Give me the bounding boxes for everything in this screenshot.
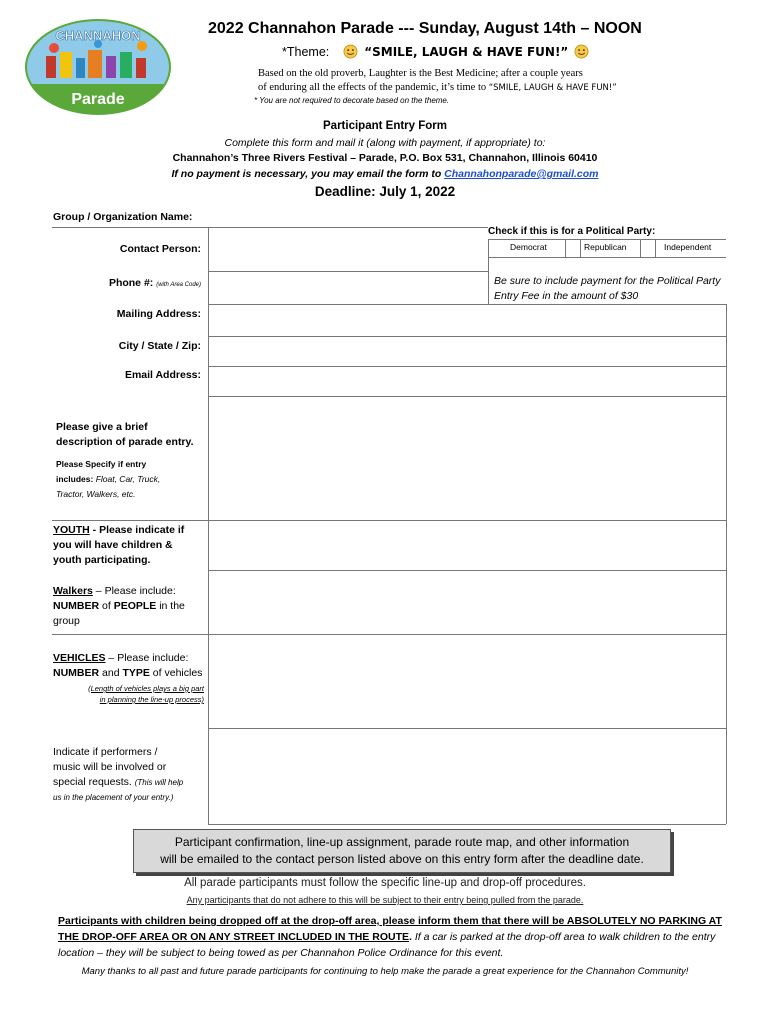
youth-line-1: - Please indicate if — [89, 524, 185, 536]
group-name-input[interactable] — [209, 228, 487, 271]
vehicles-label — [53, 651, 202, 681]
party-republican-label: Republican — [584, 242, 627, 252]
children-dot: . — [408, 931, 412, 943]
specify-line-1: Please Specify if entry — [56, 459, 147, 469]
walkers-label — [53, 584, 185, 629]
mailing-address-info: Channahon’s Three Rivers Festival – Parade, P.O. Box 531, Channahon, Illinois 60410 — [172, 152, 598, 164]
party-republican-checkbox[interactable] — [640, 239, 656, 257]
walkers-line-1: – Please include: — [92, 585, 176, 597]
group-name-label: Group / Organization Name: — [53, 211, 193, 223]
party-democrat-label: Democrat — [510, 242, 547, 252]
mailing-address-label: Mailing Address: — [116, 308, 201, 320]
performers-help: (This will help — [134, 778, 184, 787]
performers-line-1: Indicate if performers / — [53, 746, 158, 758]
vehicles-head: VEHICLES — [53, 652, 106, 664]
vehicles-type: TYPE — [122, 667, 150, 679]
proverb-text — [258, 67, 617, 95]
performers-help-2: us in the placement of your entry.) — [53, 793, 174, 802]
email-instructions-text: If no payment is necessary, you may email the form to — [171, 168, 442, 180]
political-fee-note: Be sure to include payment for the Political Party Entry Fee in the amount of $30 — [494, 275, 721, 302]
vehicles-note-1: (Length of vehicles plays a big part — [88, 684, 204, 693]
specify-line-3: Tractor, Walkers, etc. — [56, 489, 136, 499]
walkers-of: of — [99, 600, 114, 612]
youth-line-3: youth participating. — [53, 554, 151, 566]
children-bold: Participants with children being dropped off at the drop-off area, please inform them that there will be ABSOLUTELY NO PARKING AT THE DROP-OFF AREA OR ON ANY STREET INCLUDED IN THE ROUTE — [58, 915, 722, 943]
theme-note: * You are not required to decorate based on the theme. — [254, 96, 450, 105]
youth-head: YOUTH — [53, 524, 90, 536]
proverb-line-1: Based on the old proverb, Laughter is the Best Medicine; after a couple years — [258, 68, 583, 79]
contact-person-label: Contact Person: — [119, 243, 201, 255]
walkers-number: NUMBER — [53, 600, 100, 612]
description-input[interactable] — [209, 397, 725, 520]
vehicles-input[interactable] — [209, 635, 725, 728]
specify-line-2-italic: Float, Car, Truck, — [95, 474, 161, 484]
children-italic: If a car is parked at the drop-off area to walk children to the entry location – they will be subject to being towed as per Channahon Police Ordinance for this event. — [58, 931, 716, 959]
phone-input[interactable] — [209, 305, 725, 336]
vehicles-note — [58, 683, 204, 705]
phone-label — [60, 277, 201, 289]
performers-input[interactable] — [209, 729, 725, 824]
phone-note: (with Area Code) — [156, 282, 201, 288]
walkers-in-the: in the — [156, 600, 185, 612]
deadline: Deadline: July 1, 2022 — [314, 184, 456, 199]
description-line-2: description of parade entry. — [56, 436, 194, 448]
political-party-title: Check if this is for a Political Party: — [488, 226, 656, 237]
vehicles-and: and — [99, 667, 123, 679]
email-address-label: Email Address: — [124, 369, 201, 381]
banner-line-2: will be emailed to the contact person listed above on this entry form after the deadline date. — [160, 852, 644, 866]
page-title: 2022 Channahon Parade --- Sunday, August 14th – NOON — [208, 20, 642, 37]
youth-label — [53, 523, 184, 568]
performers-line-2: music will be involved or — [53, 761, 167, 773]
smiley-icon — [343, 44, 358, 59]
vehicles-line-1: – Please include: — [105, 652, 189, 664]
email-instructions — [0, 168, 770, 180]
smiley-icon — [574, 44, 589, 59]
mailing-address-input[interactable] — [209, 337, 725, 366]
proverb-theme: “SMILE, LAUGH & HAVE FUN!” — [488, 83, 617, 93]
party-democrat-checkbox[interactable] — [565, 239, 581, 257]
proverb-line-2: of enduring all the effects of the pandemic, it’s time to — [258, 82, 487, 93]
walkers-input[interactable] — [209, 571, 725, 634]
description-label — [56, 420, 194, 450]
youth-line-2: you will have children & — [53, 539, 173, 551]
vehicles-of-vehicles: of vehicles — [149, 667, 203, 679]
performers-label — [53, 745, 183, 805]
contact-person-input[interactable] — [209, 272, 487, 304]
logo-top-text: CHANNAHON — [55, 28, 141, 43]
description-specify — [56, 457, 160, 502]
walkers-group: group — [53, 615, 80, 627]
thanks-message: Many thanks to all past and future parade participants for continuing to help make the parade a great experience for the Channahon Community! — [81, 966, 689, 977]
youth-input[interactable] — [209, 521, 725, 570]
form-title: Participant Entry Form — [323, 120, 447, 132]
party-independent-label: Independent — [664, 242, 712, 252]
logo-bottom-text: Parade — [71, 91, 125, 108]
specify-line-2-bold: includes: — [56, 474, 94, 484]
banner-line-1: Participant confirmation, line-up assignment, parade route map, and other information — [174, 835, 630, 849]
confirmation-banner — [133, 829, 671, 873]
walkers-head: Walkers — [53, 585, 93, 597]
theme-line — [282, 44, 589, 59]
description-line-1: Please give a brief — [56, 421, 148, 433]
children-dropoff-notice — [58, 913, 738, 961]
channahon-parade-logo — [24, 18, 172, 116]
theme-value: “SMILE, LAUGH & HAVE FUN!” — [364, 44, 569, 59]
phone-label-text: Phone #: — [108, 277, 154, 289]
city-state-zip-label: City / State / Zip: — [118, 340, 201, 352]
follow-procedures: All parade participants must follow the specific line-up and drop-off procedures. — [184, 877, 586, 889]
theme-label: *Theme: — [282, 44, 330, 59]
vehicles-note-2: in planning the line-up process) — [99, 695, 204, 704]
city-state-zip-input[interactable] — [209, 367, 725, 396]
email-link[interactable]: Channahonparade@gmail.com — [444, 168, 599, 180]
performers-line-3: special requests. — [53, 776, 132, 788]
vehicles-number: NUMBER — [53, 667, 100, 679]
adhere-warning: Any participants that do not adhere to this will be subject to their entry being pulled from the parade. — [186, 895, 584, 905]
form-instructions: Complete this form and mail it (along with payment, if appropriate) to: — [224, 137, 546, 149]
walkers-people: PEOPLE — [113, 600, 157, 612]
